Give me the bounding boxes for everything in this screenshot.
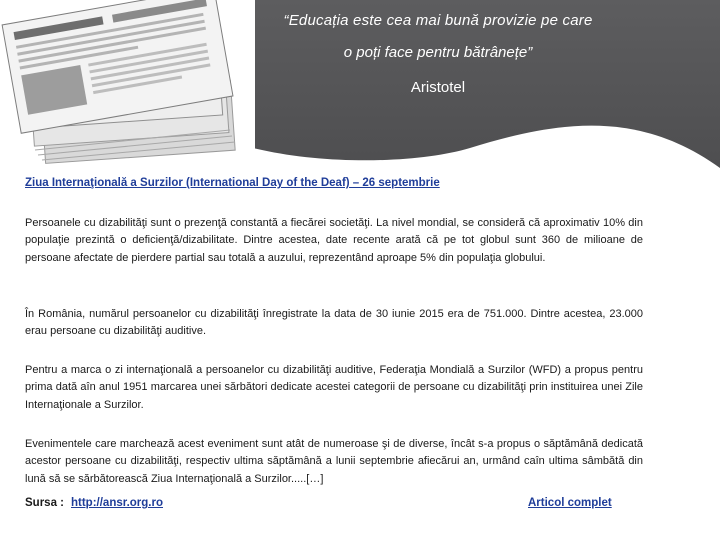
newspaper-stack-image	[0, 0, 255, 168]
paragraph-4: Evenimentele care marchează acest eveniment sunt atât de numeroase şi de diverse, încât s-a propus o săptămână dedicată acestor persoane cu dizabilităţi, respectiv ultima săptămână a lunii septembrie afiecărui an, urmând caîn ultima sâmbătă din lună să se sărbătorească Ziua Internaţională a Surzilor.....[…]	[25, 438, 643, 485]
footer	[25, 497, 625, 517]
quote-line-1: “Educația este cea mai bună provizie pe care	[283, 12, 593, 29]
full-article-link[interactable]: Articol complet	[528, 497, 612, 509]
source-label: Sursa :	[25, 497, 64, 509]
quote-author: Aristotel	[410, 79, 466, 96]
paragraph-2: În România, numărul persoanelor cu dizabilităţi înregistrate la data de 30 iunie 2015 era de 751.000. Dintre acestea, 23.000 erau persoane cu dizabilităţi auditive.	[25, 308, 643, 338]
article-title[interactable]: Ziua Internaţională a Surzilor (International Day of the Deaf) – 26 septembrie	[25, 177, 440, 189]
paragraph-3: Pentru a marca o zi internaţională a persoanelor cu dizabilităţi auditive, Federaţia Mondială a Surzilor (WFD) a propus pentru prima dată aîn anul 1951 marcarea unei sărbători dedicate acestei categorii de persoane cu dizabilităţi prin instituirea unei Zile Internaţionale a Surzilor.	[25, 364, 643, 411]
quote-block	[258, 0, 618, 135]
header-banner	[0, 0, 720, 170]
source-link[interactable]: http://ansr.org.ro	[71, 497, 163, 509]
quote-line-2: o poți face pentru bătrânețe”	[343, 44, 533, 61]
paragraph-1: Persoanele cu dizabilităţi sunt o prezenţă constantă a fiecărei societăţi. La nivel mondial, se consideră că aproximativ 10% din populaţie prezintă o deficienţă/dizabilitate. Dintre acestea, date recente arată că pe tot globul sunt 360 de milioane de persoane afectate de pierdere partial sau totală a auzului, reprezentând aproape 5% din populaţia globului.	[25, 217, 643, 264]
